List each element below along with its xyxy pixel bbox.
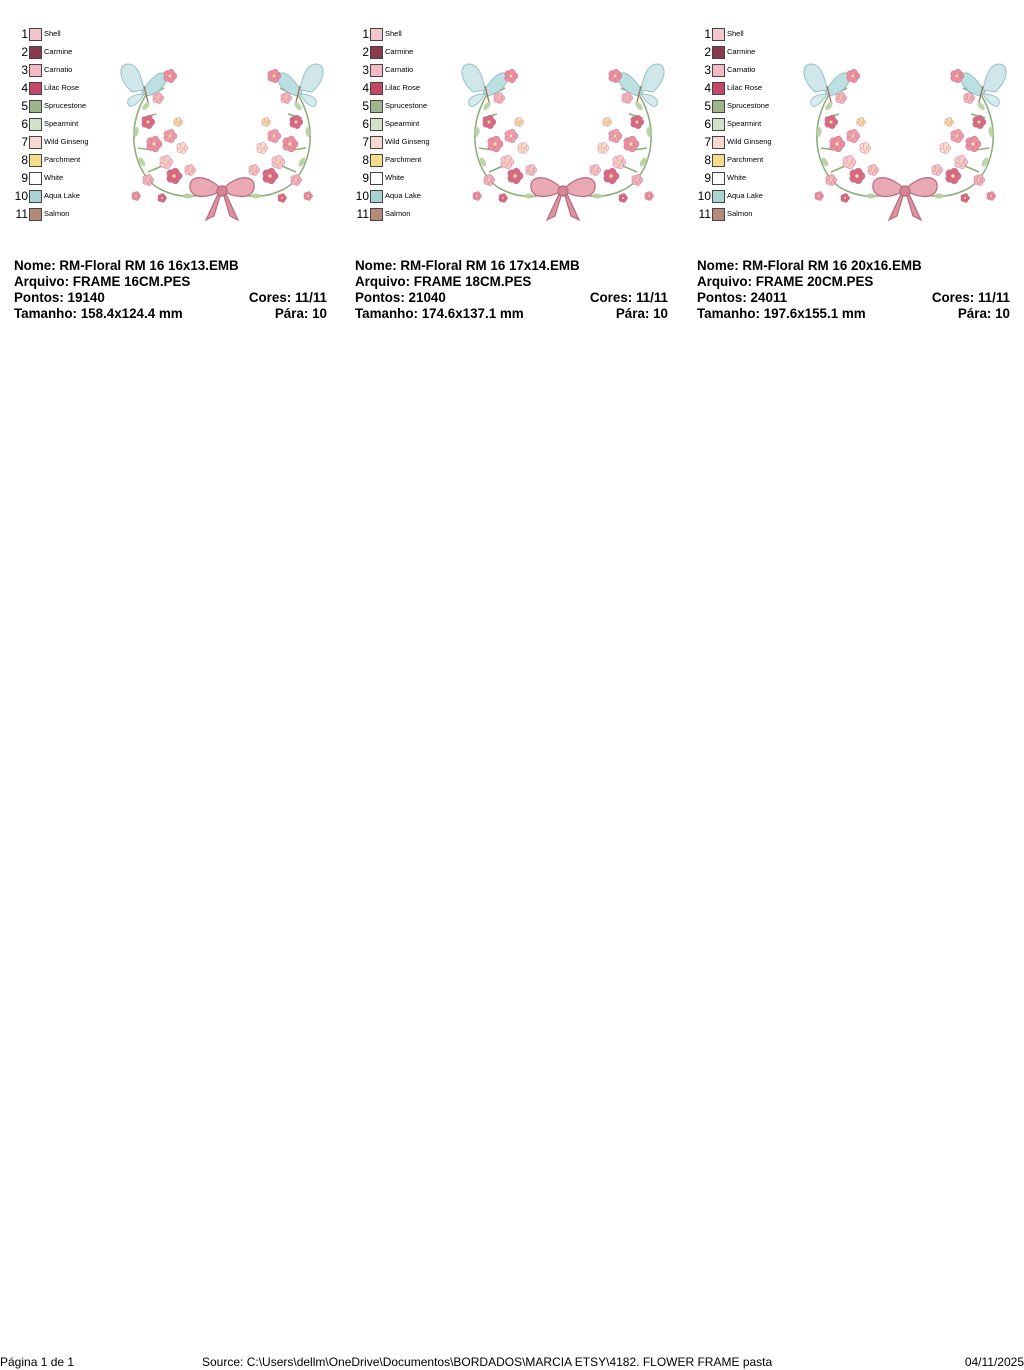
thread-number: 2 <box>21 45 28 59</box>
page-footer <box>0 1354 1024 1370</box>
thread-row <box>14 170 124 188</box>
thread-number: 2 <box>704 45 711 59</box>
stitch-count: Pontos: 19140 <box>14 290 105 305</box>
thread-name: Parchment <box>44 155 81 164</box>
thread-number: 3 <box>21 63 28 77</box>
design-name: Nome: RM-Floral RM 16 17x14.EMB <box>355 258 580 273</box>
thread-number: 6 <box>362 117 369 131</box>
info-line <box>697 290 1010 306</box>
thread-number: 11 <box>698 207 711 221</box>
info-line <box>355 306 668 322</box>
design-size: Tamanho: 158.4x124.4 mm <box>14 306 183 321</box>
thread-name: Salmon <box>44 209 70 218</box>
thread-number: 6 <box>704 117 711 131</box>
thread-number: 9 <box>362 171 369 185</box>
embroidery-preview <box>459 58 667 224</box>
thread-number: 5 <box>704 99 711 113</box>
thread-row <box>14 98 124 116</box>
color-count: Cores: 11/11 <box>589 290 668 305</box>
thread-row <box>355 80 465 98</box>
bow-icon <box>531 178 595 220</box>
info-line <box>14 306 327 322</box>
thread-swatch <box>29 28 42 41</box>
thread-name: Shell <box>385 29 402 38</box>
thread-row <box>14 62 124 80</box>
thread-swatch <box>370 208 383 221</box>
thread-name: Sprucestone <box>727 101 770 110</box>
info-line <box>697 258 1010 274</box>
thread-number: 8 <box>704 153 711 167</box>
thread-row <box>355 170 465 188</box>
color-count: Cores: 11/11 <box>248 290 327 305</box>
design-size: Tamanho: 197.6x155.1 mm <box>697 306 866 321</box>
thread-name: Carmine <box>385 47 414 56</box>
thread-swatch <box>370 118 383 131</box>
thread-row <box>697 80 807 98</box>
design-card <box>355 0 685 330</box>
thread-swatch <box>712 64 725 77</box>
thread-row <box>14 44 124 62</box>
thread-row <box>14 152 124 170</box>
thread-row <box>355 116 465 134</box>
thread-palette <box>697 26 807 224</box>
thread-row <box>355 134 465 152</box>
thread-name: Shell <box>727 29 744 38</box>
thread-name: Spearmint <box>385 119 420 128</box>
thread-row <box>355 26 465 44</box>
info-line <box>355 258 668 274</box>
thread-row <box>14 80 124 98</box>
thread-number: 4 <box>21 81 28 95</box>
design-artwork <box>801 58 1009 224</box>
info-line <box>355 290 668 306</box>
info-line <box>355 274 668 290</box>
thread-swatch <box>712 154 725 167</box>
design-info <box>697 258 1010 322</box>
thread-row <box>697 206 807 224</box>
file-name: Arquivo: FRAME 20CM.PES <box>697 274 874 289</box>
thread-number: 7 <box>704 135 711 149</box>
thread-name: Wild Ginseng <box>727 137 772 146</box>
thread-swatch <box>712 46 725 59</box>
thread-swatch <box>712 100 725 113</box>
stop-count: Pára: 10 <box>957 306 1010 321</box>
thread-name: Wild Ginseng <box>44 137 89 146</box>
design-name: Nome: RM-Floral RM 16 20x16.EMB <box>697 258 922 273</box>
thread-name: White <box>385 173 405 182</box>
thread-swatch <box>29 154 42 167</box>
design-artwork <box>459 58 667 224</box>
thread-name: Wild Ginseng <box>385 137 430 146</box>
file-name: Arquivo: FRAME 16CM.PES <box>14 274 191 289</box>
thread-row <box>14 188 124 206</box>
thread-swatch <box>712 190 725 203</box>
thread-name: Parchment <box>727 155 764 164</box>
thread-name: Salmon <box>727 209 753 218</box>
bow-icon <box>873 178 937 220</box>
thread-name: Spearmint <box>44 119 79 128</box>
bow-icon <box>190 178 254 220</box>
thread-swatch <box>370 154 383 167</box>
thread-name: Spearmint <box>727 119 762 128</box>
color-count: Cores: 11/11 <box>931 290 1010 305</box>
thread-name: Aqua Lake <box>385 191 421 200</box>
thread-row <box>355 188 465 206</box>
thread-number: 3 <box>704 63 711 77</box>
thread-palette <box>14 26 124 224</box>
stop-count: Pára: 10 <box>274 306 327 321</box>
thread-swatch <box>29 100 42 113</box>
thread-number: 10 <box>355 189 369 203</box>
thread-number: 1 <box>704 27 711 41</box>
thread-name: White <box>727 173 747 182</box>
thread-name: Aqua Lake <box>44 191 80 200</box>
thread-name: Sprucestone <box>44 101 87 110</box>
design-info <box>14 258 327 322</box>
thread-swatch <box>712 28 725 41</box>
thread-number: 10 <box>14 189 28 203</box>
thread-swatch <box>712 172 725 185</box>
thread-palette <box>355 26 465 224</box>
thread-row <box>355 152 465 170</box>
thread-swatch <box>712 208 725 221</box>
thread-name: Lilac Rose <box>727 83 763 92</box>
file-name: Arquivo: FRAME 18CM.PES <box>355 274 532 289</box>
thread-number: 6 <box>21 117 28 131</box>
thread-swatch <box>370 100 383 113</box>
info-line <box>697 274 1010 290</box>
thread-name: Lilac Rose <box>385 83 421 92</box>
thread-name: Lilac Rose <box>44 83 80 92</box>
design-name: Nome: RM-Floral RM 16 16x13.EMB <box>14 258 239 273</box>
thread-row <box>14 134 124 152</box>
thread-swatch <box>29 46 42 59</box>
embroidery-preview <box>801 58 1009 224</box>
print-date: 04/11/2025 <box>964 1355 1024 1369</box>
thread-name: Carmine <box>44 47 73 56</box>
thread-row <box>14 26 124 44</box>
thread-row <box>697 170 807 188</box>
thread-number: 5 <box>362 99 369 113</box>
thread-swatch <box>29 64 42 77</box>
stitch-count: Pontos: 21040 <box>355 290 446 305</box>
design-artwork <box>118 58 326 224</box>
info-line <box>14 258 327 274</box>
thread-number: 10 <box>697 189 711 203</box>
thread-swatch <box>370 136 383 149</box>
thread-number: 3 <box>362 63 369 77</box>
thread-name: Carnatio <box>385 65 414 74</box>
thread-number: 2 <box>362 45 369 59</box>
thread-number: 7 <box>21 135 28 149</box>
info-line <box>14 290 327 306</box>
thread-number: 11 <box>15 207 28 221</box>
thread-name: White <box>44 173 64 182</box>
thread-row <box>697 134 807 152</box>
design-size: Tamanho: 174.6x137.1 mm <box>355 306 524 321</box>
thread-number: 8 <box>362 153 369 167</box>
thread-swatch <box>370 28 383 41</box>
thread-swatch <box>29 82 42 95</box>
thread-name: Salmon <box>385 209 411 218</box>
thread-swatch <box>712 82 725 95</box>
thread-row <box>697 152 807 170</box>
thread-number: 8 <box>21 153 28 167</box>
thread-swatch <box>29 118 42 131</box>
thread-number: 1 <box>362 27 369 41</box>
thread-swatch <box>29 172 42 185</box>
thread-name: Parchment <box>385 155 422 164</box>
thread-row <box>355 98 465 116</box>
info-line <box>697 306 1010 322</box>
thread-swatch <box>370 190 383 203</box>
thread-swatch <box>370 64 383 77</box>
stop-count: Pára: 10 <box>615 306 668 321</box>
thread-name: Carmine <box>727 47 756 56</box>
thread-row <box>14 206 124 224</box>
stitch-count: Pontos: 24011 <box>697 290 788 305</box>
design-card <box>14 0 344 330</box>
thread-number: 5 <box>21 99 28 113</box>
thread-number: 11 <box>356 207 369 221</box>
thread-name: Shell <box>44 29 61 38</box>
thread-row <box>697 188 807 206</box>
thread-swatch <box>712 118 725 131</box>
design-card <box>697 0 1024 330</box>
thread-name: Carnatio <box>727 65 756 74</box>
thread-number: 9 <box>21 171 28 185</box>
thread-row <box>697 44 807 62</box>
thread-number: 4 <box>704 81 711 95</box>
thread-row <box>697 98 807 116</box>
thread-name: Sprucestone <box>385 101 428 110</box>
thread-swatch <box>712 136 725 149</box>
page-number: Página 1 de 1 <box>0 1355 75 1369</box>
thread-number: 7 <box>362 135 369 149</box>
thread-swatch <box>370 82 383 95</box>
thread-swatch <box>370 172 383 185</box>
info-line <box>14 274 327 290</box>
thread-name: Aqua Lake <box>727 191 763 200</box>
thread-number: 4 <box>362 81 369 95</box>
thread-row <box>697 116 807 134</box>
thread-number: 9 <box>704 171 711 185</box>
thread-row <box>355 62 465 80</box>
thread-swatch <box>370 46 383 59</box>
source-path: Source: C:\Users\dellm\OneDrive\Documentos\BORDADOS\MARCIA ETSY\4182. FLOWER FRAME pasta <box>202 1355 773 1369</box>
embroidery-preview <box>118 58 326 224</box>
thread-row <box>697 62 807 80</box>
thread-row <box>14 116 124 134</box>
thread-row <box>355 44 465 62</box>
thread-row <box>355 206 465 224</box>
thread-swatch <box>29 136 42 149</box>
thread-swatch <box>29 208 42 221</box>
thread-name: Carnatio <box>44 65 73 74</box>
thread-row <box>697 26 807 44</box>
thread-swatch <box>29 190 42 203</box>
thread-number: 1 <box>21 27 28 41</box>
design-info <box>355 258 668 322</box>
